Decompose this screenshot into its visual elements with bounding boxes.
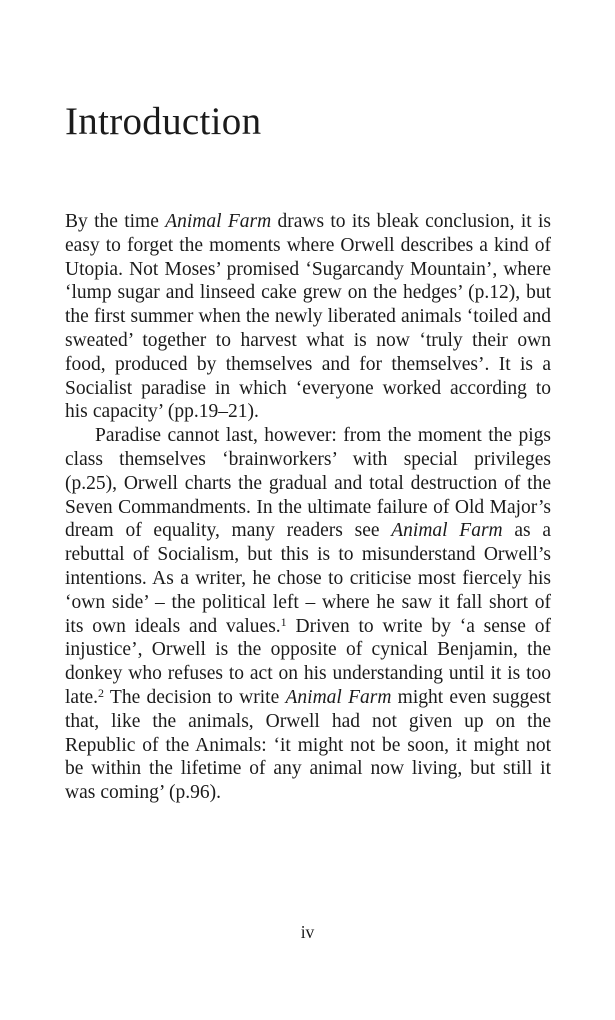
paragraph: [65, 424, 551, 805]
text-segment: The decision to write: [104, 686, 286, 708]
text-segment: draws to its bleak conclusion, it is easy to forget the moments where Orwell describes a kind of Utopia. Not Moses’ promised ‘Sugarcandy Mountain’, where ‘lump sugar and linseed cake grew on the hedges’ (p.12), but the first summer when the newly liberated animals ‘toiled and sweated’ together to harvest what is now ‘truly their own food, produced by themselves and for themselves’. It is a Socialist paradise in which ‘everyone worked according to his capacity’ (pp.19–21).: [65, 211, 551, 423]
text-segment: Paradise cannot last, however: from the moment the pigs class themselves ‘brainworkers’ with special privileges (p.25), Orwell charts the gradual and total destruction of the Seven Commandments. In the ultimate failure of Old Major’s dream of equality, many readers see: [65, 425, 551, 542]
body-text: [65, 210, 551, 805]
book-title-italic: Animal Farm: [391, 520, 503, 542]
footnote-marker: 2: [98, 685, 105, 700]
book-title-italic: Animal Farm: [165, 211, 272, 232]
text-segment: By the time: [65, 211, 166, 232]
text-segment: might even suggest that, like the animals, Orwell had not given up on the Republic of the Animals: ‘it might not be soon, it might not be within the lifetime of any animal now living, but still it was coming’ (p.96).: [65, 686, 551, 804]
chapter-title: Introduction: [65, 100, 262, 143]
book-title-italic: Animal Farm: [285, 686, 392, 708]
paragraph: [65, 210, 551, 424]
footnote-marker: 1: [280, 614, 287, 629]
text-segment: Driven to write by ‘a sense of injustice’, Orwell is the opposite of cynical Benjamin, the donkey who refuses to act on his understanding until it is too late.: [65, 615, 551, 708]
page-number: iv: [300, 922, 315, 942]
text-segment: as a rebuttal of Socialism, but this is to misunderstand Orwell’s intentions. As a writer, he chose to criticise most fiercely his ‘own side’ – the political left – where he saw it fall short of its own ideals and values.: [65, 520, 551, 637]
